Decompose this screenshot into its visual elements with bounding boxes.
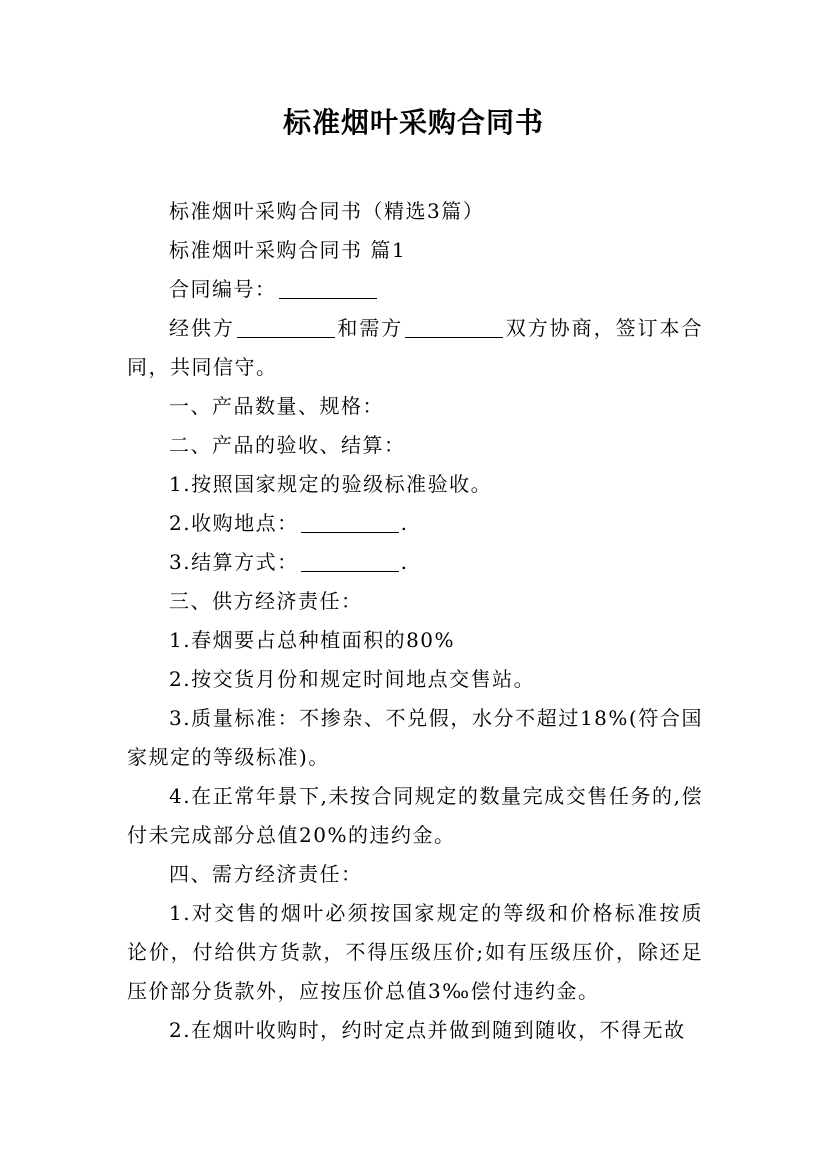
clause-2-2 (127, 504, 703, 543)
subtitle-paragraph: 标准烟叶采购合同书（精选3篇） (169, 199, 485, 223)
clause-2-heading: 二、产品的验收、结算： (169, 433, 406, 457)
clause-2-1: 1.按照国家规定的验级标准验收。 (169, 472, 493, 496)
parties-prefix: 经供方 (169, 316, 235, 340)
parties-middle: 和需方 (336, 316, 404, 340)
contract-number-blank (279, 278, 377, 299)
clause-4-2: 2.在烟叶收购时，约时定点并做到随到随收，不得无故 (169, 1018, 686, 1042)
clause-3-1: 1.春烟要占总种植面积的80% (169, 628, 456, 652)
clause-2-3 (127, 543, 703, 582)
purchase-location-blank (301, 512, 399, 533)
clause-2-3-period: . (400, 550, 409, 574)
clause-3-4: 4.在正常年景下,未按合同规定的数量完成交售任务的,偿付未完成部分总值20%的违约金。 (127, 784, 703, 847)
section-heading: 标准烟叶采购合同书 篇1 (169, 238, 407, 262)
clause-3-3: 3.质量标准：不掺杂、不兑假，水分不超过18%(符合国家规定的等级标准)。 (127, 706, 703, 769)
supplier-blank (237, 317, 335, 338)
parties-suffix: 双方协商，签订本合同，共同信守。 (127, 316, 703, 379)
clause-1-heading: 一、产品数量、规格： (169, 394, 384, 418)
document-body (127, 192, 703, 1050)
clause-4-1: 1.对交售的烟叶必须按国家规定的等级和价格标准按质论价，付给供方货款，不得压级压价;如有压级压价，除还足压价部分货款外，应按压价总值3‰偿付违约金。 (127, 901, 703, 1003)
settlement-method-blank (301, 551, 399, 572)
clause-2-3-label: 3.结算方式： (169, 550, 299, 574)
clause-2-2-period: . (400, 511, 409, 535)
clause-3-heading: 三、供方经济责任： (169, 589, 363, 613)
contract-number-line (127, 270, 703, 309)
parties-paragraph (127, 309, 703, 387)
clause-3-2: 2.按交货月份和规定时间地点交售站。 (169, 667, 536, 691)
buyer-blank (405, 317, 503, 338)
clause-2-2-label: 2.收购地点： (169, 511, 299, 535)
document-title: 标准烟叶采购合同书 (282, 106, 544, 139)
contract-number-label: 合同编号： (169, 277, 277, 301)
clause-4-heading: 四、需方经济责任： (169, 862, 363, 886)
